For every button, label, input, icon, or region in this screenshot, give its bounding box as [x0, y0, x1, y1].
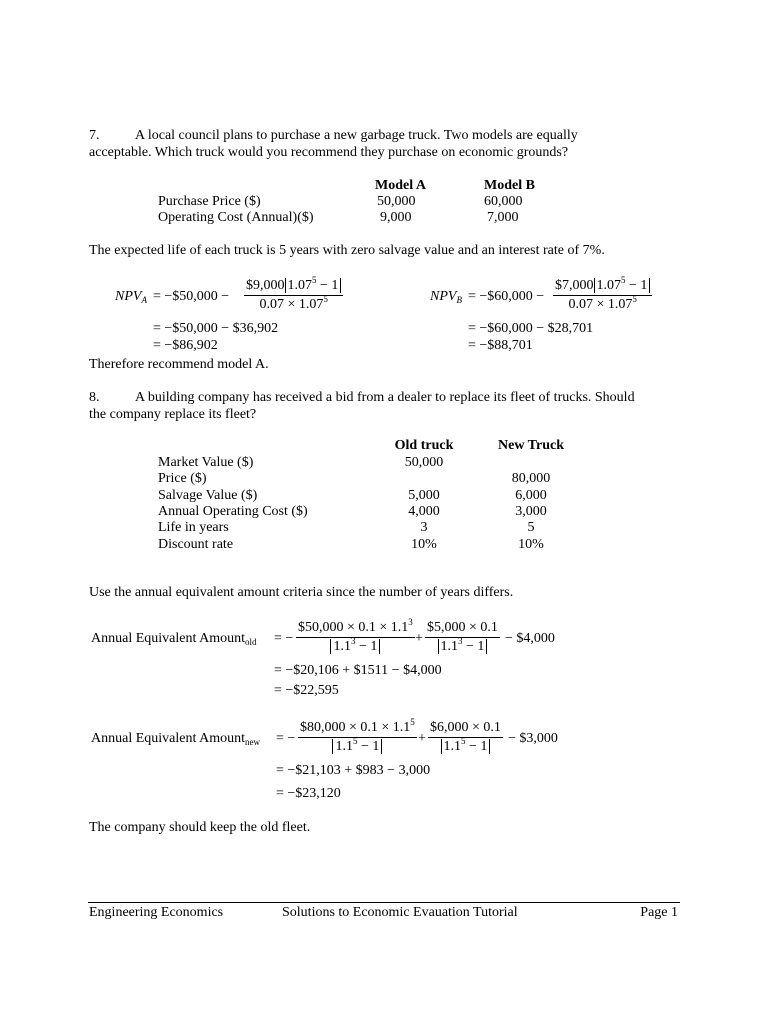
aea-old-f1-num-exp: 3: [408, 617, 413, 627]
npv-b-fraction: [553, 275, 652, 313]
q8-col-header-new: New Truck: [498, 438, 564, 453]
q8-number: 8.: [89, 390, 100, 405]
aea-new-f2-num: $6,000 × 0.1: [430, 720, 501, 735]
q8-row-value-new: 10%: [518, 537, 544, 552]
q8-text-line2: the company replace its fleet?: [89, 407, 257, 422]
aea-new-f1-num-exp: 5: [410, 717, 415, 727]
npv-b-num-post: − 1: [625, 278, 648, 293]
npv-b-den: 0.07 × 1.07: [568, 297, 633, 312]
aea-old-f1-den-post: − 1: [355, 639, 378, 654]
npv-a-num-inner: 1.07: [287, 278, 312, 293]
aea-new-line2: = −$21,103 + $983 − 3,000: [276, 763, 431, 778]
aea-new-f1-den: 1.1: [335, 739, 353, 754]
aea-new-label: Annual Equivalent Amount: [91, 731, 245, 746]
q8-col-header-old: Old truck: [394, 438, 454, 453]
aea-new-f1-den-post: − 1: [357, 739, 380, 754]
npv-b-line3: = −$88,701: [468, 338, 533, 353]
footer-right: Page 1: [640, 905, 678, 920]
aea-old-f1-num: $50,000 × 0.1 × 1.1: [298, 620, 409, 635]
aea-new-sub: new: [244, 737, 260, 747]
aea-new-f1-den-exp: 5: [352, 736, 358, 746]
aea-new-f2-den-exp: 5: [461, 736, 466, 746]
aea-old-fraction-1: [296, 617, 415, 655]
npv-a-den: 0.07 × 1.07: [259, 297, 324, 312]
q8-row-label: Annual Operating Cost ($): [158, 504, 308, 519]
aea-new-line3: = −$23,120: [276, 786, 341, 801]
npv-a-var: NPV: [115, 289, 142, 304]
npv-b-num-pre: $7,000: [555, 278, 594, 293]
aea-new-eq: = −: [276, 731, 296, 746]
npv-a-line2: = −$50,000 − $36,902: [153, 321, 279, 336]
aea-new-tail: − $3,000: [508, 731, 558, 746]
aea-new-plus: +: [418, 731, 426, 746]
q8-row-value-old: 3: [420, 520, 428, 535]
aea-old-tail: − $4,000: [505, 631, 555, 646]
q7-conclusion: Therefore recommend model A.: [89, 357, 269, 372]
q8-row-label: Market Value ($): [158, 455, 254, 470]
q8-row-value-old: 10%: [411, 537, 437, 552]
q7-row-label: Purchase Price ($): [158, 194, 261, 209]
q8-criteria-text: Use the annual equivalent amount criteria since the number of years differs.: [89, 585, 514, 600]
npv-a-fraction: [244, 275, 343, 313]
footer-divider: [88, 902, 680, 903]
q7-row-value-b: 7,000: [487, 210, 519, 225]
npv-a-num-post: − 1: [316, 278, 339, 293]
aea-new-f1-num: $80,000 × 0.1 × 1.1: [300, 720, 411, 735]
aea-old-eq: = −: [274, 631, 294, 646]
aea-old-plus: +: [415, 631, 423, 646]
aea-old-f1-den: 1.1: [333, 639, 351, 654]
q8-row-label: Discount rate: [158, 537, 234, 552]
footer-center: Solutions to Economic Evauation Tutorial: [282, 905, 518, 920]
npv-a-num-pre: $9,000: [246, 278, 285, 293]
aea-new-fraction-1: [298, 717, 417, 755]
q7-col-header-b: Model B: [484, 178, 535, 193]
aea-old-sub: old: [244, 637, 257, 647]
q7-row-value-b: 60,000: [484, 194, 523, 209]
aea-old-line2: = −$20,106 + $1511 − $4,000: [274, 663, 442, 678]
aea-old-label: Annual Equivalent Amount: [91, 631, 245, 646]
aea-old-f2-den-post: − 1: [462, 639, 485, 654]
npv-b-num-inner: 1.07: [596, 278, 621, 293]
aea-old-f2-den: 1.1: [440, 639, 458, 654]
q8-row-label: Price ($): [158, 471, 207, 486]
npv-a-sub: A: [141, 295, 147, 305]
npv-b-var: NPV: [430, 289, 457, 304]
q8-text-line1: A building company has received a bid from a dealer to replace its fleet of trucks. Should: [135, 390, 635, 405]
aea-old-f1-den-exp: 3: [350, 636, 356, 646]
q8-row-value-old: 4,000: [408, 504, 440, 519]
q7-text-line1: A local council plans to purchase a new garbage truck. Two models are equally: [135, 128, 578, 143]
q8-row-value-old: 5,000: [408, 488, 440, 503]
q8-row-value-new: 5: [527, 520, 535, 535]
q7-row-value-a: 50,000: [377, 194, 416, 209]
npv-b-fraction-bar: [553, 295, 652, 296]
aea-old-line3: = −$22,595: [274, 683, 339, 698]
q8-conclusion: The company should keep the old fleet.: [89, 820, 311, 835]
npv-b-num-exp: 5: [621, 275, 626, 285]
aea-old-f2-den-exp: 3: [458, 636, 463, 646]
q7-number: 7.: [89, 128, 100, 143]
aea-new-f2-den-post: − 1: [465, 739, 488, 754]
npv-b-line2: = −$60,000 − $28,701: [468, 321, 594, 336]
aea-new-fraction-2: [428, 720, 503, 755]
q8-row-label: Salvage Value ($): [158, 488, 258, 503]
footer-left: Engineering Economics: [89, 905, 224, 920]
q8-row-label: Life in years: [158, 520, 229, 535]
npv-a-fraction-bar: [244, 295, 343, 296]
q7-life-text: The expected life of each truck is 5 years with zero salvage value and an interest rate of 7%.: [89, 243, 605, 258]
q8-row-value-new: 80,000: [511, 471, 551, 486]
npv-b-lhs: = −$60,000 −: [468, 289, 545, 304]
q8-row-value-old: 50,000: [404, 455, 444, 470]
q7-row-value-a: 9,000: [380, 210, 412, 225]
q7-col-header-a: Model A: [375, 178, 426, 193]
npv-a-num-exp: 5: [312, 275, 317, 285]
q8-row-value-new: 3,000: [515, 504, 547, 519]
q8-row-value-new: 6,000: [515, 488, 547, 503]
aea-old-fraction-2: [425, 620, 500, 655]
npv-a-line3: = −$86,902: [153, 338, 218, 353]
npv-a-lhs: = −$50,000 −: [153, 289, 230, 304]
q7-text-line2: acceptable. Which truck would you recommend they purchase on economic grounds?: [89, 145, 569, 160]
q7-row-label: Operating Cost (Annual)($): [158, 210, 314, 225]
aea-new-f2-den: 1.1: [443, 739, 461, 754]
aea-old-f2-num: $5,000 × 0.1: [427, 620, 498, 635]
npv-b-sub: B: [456, 295, 462, 305]
npv-b-den-exp: 5: [632, 294, 637, 304]
npv-a-den-exp: 5: [323, 294, 328, 304]
